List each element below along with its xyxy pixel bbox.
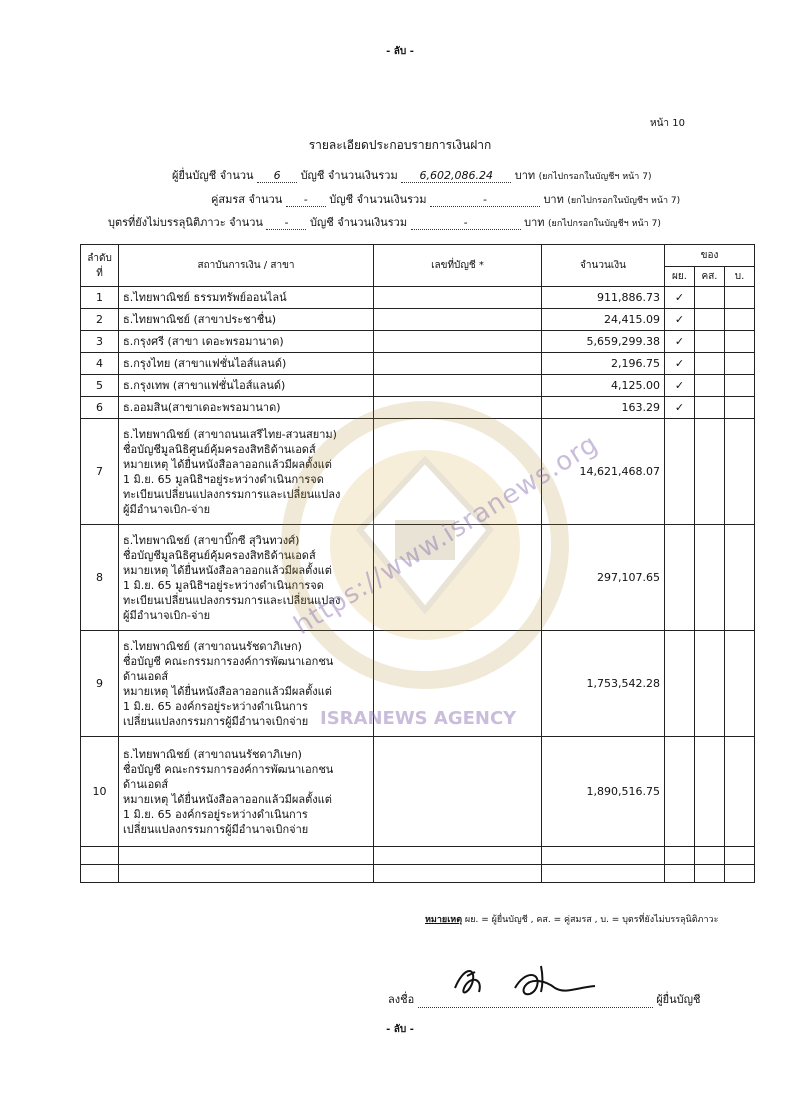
row-seq: 5	[81, 375, 119, 397]
legend-note: หมายเหตุ ผย. = ผู้ยื่นบัญชี , คส. = คู่สมรส , บ. = บุตรที่ยังไม่บรรลุนิติภาวะ	[425, 915, 719, 925]
row-owner-spouse	[695, 309, 725, 331]
row-owner-spouse	[695, 419, 725, 525]
institution-line: ชื่อบัญชี คณะกรรมการองค์การพัฒนาเอกชน	[123, 654, 334, 668]
institution-line: ชื่อบัญชีมูลนิธิศูนย์คุ้มครองสิทธิด้านเอดส์	[123, 548, 316, 562]
row-amount: 1,890,516.75	[542, 737, 665, 847]
institution-line: หมายเหตุ ได้ยื่นหนังสือลาออกแล้วมีผลตั้งแต่	[123, 563, 332, 577]
header-owner: ของ	[665, 245, 755, 267]
row-seq: 3	[81, 331, 119, 353]
row-owner-child	[725, 287, 755, 309]
row-account-no-redacted	[374, 737, 542, 847]
table-row	[81, 419, 755, 525]
top-secret-marker: - ลับ -	[386, 46, 414, 57]
sign-label: ลงชื่อ	[388, 993, 415, 1006]
institution-line: ธ.ไทยพาณิชย์ (สาขาถนนรัชดาภิเษก)	[123, 639, 302, 653]
row-owner-spouse	[695, 737, 725, 847]
header-owner-spouse: คส.	[695, 267, 725, 287]
row-owner-child	[725, 331, 755, 353]
row-owner-child	[725, 397, 755, 419]
row-seq: 4	[81, 353, 119, 375]
institution-line: หมายเหตุ ได้ยื่นหนังสือลาออกแล้วมีผลตั้งแต่	[123, 457, 332, 471]
row-owner-spouse	[695, 397, 725, 419]
row-account-no-redacted	[374, 287, 542, 309]
row-amount: 297,107.65	[542, 525, 665, 631]
header-seq: ลำดับที่	[81, 245, 119, 287]
spouse-total-amount: -	[430, 193, 540, 207]
row-owner-spouse	[695, 631, 725, 737]
row-amount: 911,886.73	[542, 287, 665, 309]
institution-line: ผู้มีอำนาจเบิก-จ่าย	[123, 502, 211, 516]
institution-line: ธ.กรุงเทพ (สาขาแฟชั่นไอส์แลนด์)	[123, 379, 286, 392]
institution-line: ทะเบียนเปลี่ยนแปลงกรรมการและเปลี่ยนแปลง	[123, 487, 341, 501]
row-institution	[119, 309, 374, 331]
row-seq: 8	[81, 525, 119, 631]
institution-line: 1 มิ.ย. 65 องค์กรอยู่ระหว่างดำเนินการ	[123, 807, 308, 821]
row-amount: 2,196.75	[542, 353, 665, 375]
check-mark-icon: ✓	[665, 309, 695, 331]
row-seq: 1	[81, 287, 119, 309]
table-row	[81, 287, 755, 309]
row-institution	[119, 331, 374, 353]
institution-line: ชื่อบัญชี คณะกรรมการองค์การพัฒนาเอกชน	[123, 762, 334, 776]
institution-line: 1 มิ.ย. 65 มูลนิธิฯอยู่ระหว่างดำเนินการจด	[123, 472, 324, 486]
row-seq: 6	[81, 397, 119, 419]
institution-line: ธ.กรุงไทย (สาขาแฟชั่นไอส์แลนด์)	[123, 357, 287, 370]
document-title: รายละเอียดประกอบรายการเงินฝาก	[308, 138, 492, 152]
check-mark-icon: ✓	[665, 375, 695, 397]
check-mark-icon: ✓	[665, 331, 695, 353]
institution-line: หมายเหตุ ได้ยื่นหนังสือลาออกแล้วมีผลตั้งแต่	[123, 792, 332, 806]
institution-line: 1 มิ.ย. 65 องค์กรอยู่ระหว่างดำเนินการ	[123, 699, 308, 713]
row-owner-filer	[665, 737, 695, 847]
header-account-no: เลขที่บัญชี *	[374, 245, 542, 287]
row-owner-spouse	[695, 331, 725, 353]
row-amount: 1,753,542.28	[542, 631, 665, 737]
institution-line: เปลี่ยนแปลงกรรมการผู้มีอำนาจเบิกจ่าย	[123, 822, 309, 836]
summary-filer: ผู้ยื่นบัญชี จำนวน 6 บัญชี จำนวนเงินรวม 6,602,086.24 บาท (ยกไปกรอกในบัญชีฯ หน้า 7)	[172, 169, 652, 182]
filer-account-count: 6	[257, 169, 297, 183]
row-account-no-redacted	[374, 375, 542, 397]
row-account-no-redacted	[374, 397, 542, 419]
row-owner-child	[725, 375, 755, 397]
row-owner-filer	[665, 419, 695, 525]
institution-line: ธ.ไทยพาณิชย์ (สาขาประชาชื่น)	[123, 313, 277, 326]
institution-line: ธ.กรุงศรี (สาขา เดอะพรอมานาด)	[123, 335, 284, 348]
row-owner-child	[725, 525, 755, 631]
row-owner-child	[725, 419, 755, 525]
row-owner-child	[725, 737, 755, 847]
institution-line: ชื่อบัญชีมูลนิธิศูนย์คุ้มครองสิทธิด้านเอดส์	[123, 442, 316, 456]
row-amount: 14,621,468.07	[542, 419, 665, 525]
row-amount: 5,659,299.38	[542, 331, 665, 353]
header-owner-filer: ผย.	[665, 267, 695, 287]
check-mark-icon: ✓	[665, 353, 695, 375]
row-amount: 163.29	[542, 397, 665, 419]
empty-row	[81, 865, 755, 883]
row-owner-spouse	[695, 353, 725, 375]
spouse-account-count: -	[286, 193, 326, 207]
row-owner-spouse	[695, 375, 725, 397]
watermark-url: https://www.isranews.org	[288, 428, 604, 642]
institution-line: ผู้มีอำนาจเบิก-จ่าย	[123, 608, 211, 622]
children-account-count: -	[266, 216, 306, 230]
row-owner-spouse	[695, 287, 725, 309]
row-seq: 9	[81, 631, 119, 737]
row-amount: 24,415.09	[542, 309, 665, 331]
header-owner-child: บ.	[725, 267, 755, 287]
header-institution: สถาบันการเงิน / สาขา	[119, 245, 374, 287]
institution-line: 1 มิ.ย. 65 มูลนิธิฯอยู่ระหว่างดำเนินการจด	[123, 578, 324, 592]
row-account-no-redacted	[374, 309, 542, 331]
row-owner-child	[725, 309, 755, 331]
institution-line: ธ.ไทยพาณิชย์ (สาขาบิ๊กซี สุวินทวงศ์)	[123, 533, 300, 547]
empty-row	[81, 847, 755, 865]
row-account-no-redacted	[374, 331, 542, 353]
header-amount: จำนวนเงิน	[542, 245, 665, 287]
signer-role: ผู้ยื่นบัญชี	[656, 993, 701, 1006]
institution-line: ทะเบียนเปลี่ยนแปลงกรรมการและเปลี่ยนแปลง	[123, 593, 341, 607]
row-seq: 2	[81, 309, 119, 331]
institution-line: ธ.ออมสิน(สาขาเดอะพรอมานาด)	[123, 401, 281, 414]
row-institution	[119, 737, 374, 847]
row-seq: 10	[81, 737, 119, 847]
children-total-amount: -	[411, 216, 521, 230]
filer-total-amount: 6,602,086.24	[401, 169, 511, 183]
summary-spouse: คู่สมรส จำนวน - บัญชี จำนวนเงินรวม - บาท (ยกไปกรอกในบัญชีฯ หน้า 7)	[211, 193, 681, 206]
row-institution	[119, 287, 374, 309]
row-owner-filer	[665, 631, 695, 737]
page-number: หน้า 10	[650, 118, 685, 129]
row-owner-filer	[665, 525, 695, 631]
institution-line: ธ.ไทยพาณิชย์ (สาขาถนนรัชดาภิเษก)	[123, 747, 302, 761]
row-owner-child	[725, 631, 755, 737]
institution-line: เปลี่ยนแปลงกรรมการผู้มีอำนาจเบิกจ่าย	[123, 714, 309, 728]
institution-line: ด้านเอดส์	[123, 669, 169, 683]
institution-line: หมายเหตุ ได้ยื่นหนังสือลาออกแล้วมีผลตั้งแต่	[123, 684, 332, 698]
row-owner-child	[725, 353, 755, 375]
institution-line: ธ.ไทยพาณิชย์ (สาขาถนนเสรีไทย-สวนสยาม)	[123, 427, 337, 441]
table-row	[81, 331, 755, 353]
table-row	[81, 353, 755, 375]
table-row	[81, 737, 755, 847]
row-amount: 4,125.00	[542, 375, 665, 397]
summary-children: บุตรที่ยังไม่บรรลุนิติภาวะ จำนวน - บัญชี จำนวนเงินรวม - บาท (ยกไปกรอกในบัญชีฯ หน้า 7)	[108, 216, 661, 229]
table-row	[81, 309, 755, 331]
table-row	[81, 397, 755, 419]
row-institution	[119, 397, 374, 419]
row-institution	[119, 353, 374, 375]
row-account-no-redacted	[374, 353, 542, 375]
institution-line: ด้านเอดส์	[123, 777, 169, 791]
check-mark-icon: ✓	[665, 397, 695, 419]
row-seq: 7	[81, 419, 119, 525]
row-owner-spouse	[695, 525, 725, 631]
row-institution	[119, 419, 374, 525]
table-row	[81, 375, 755, 397]
bottom-secret-marker: - ลับ -	[386, 1024, 414, 1035]
row-institution	[119, 375, 374, 397]
handwritten-signature	[445, 958, 605, 1008]
institution-line: ธ.ไทยพาณิชย์ ธรรมทรัพย์ออนไลน์	[123, 291, 287, 304]
check-mark-icon: ✓	[665, 287, 695, 309]
watermark-agency: ISRANEWS AGENCY	[320, 708, 517, 729]
